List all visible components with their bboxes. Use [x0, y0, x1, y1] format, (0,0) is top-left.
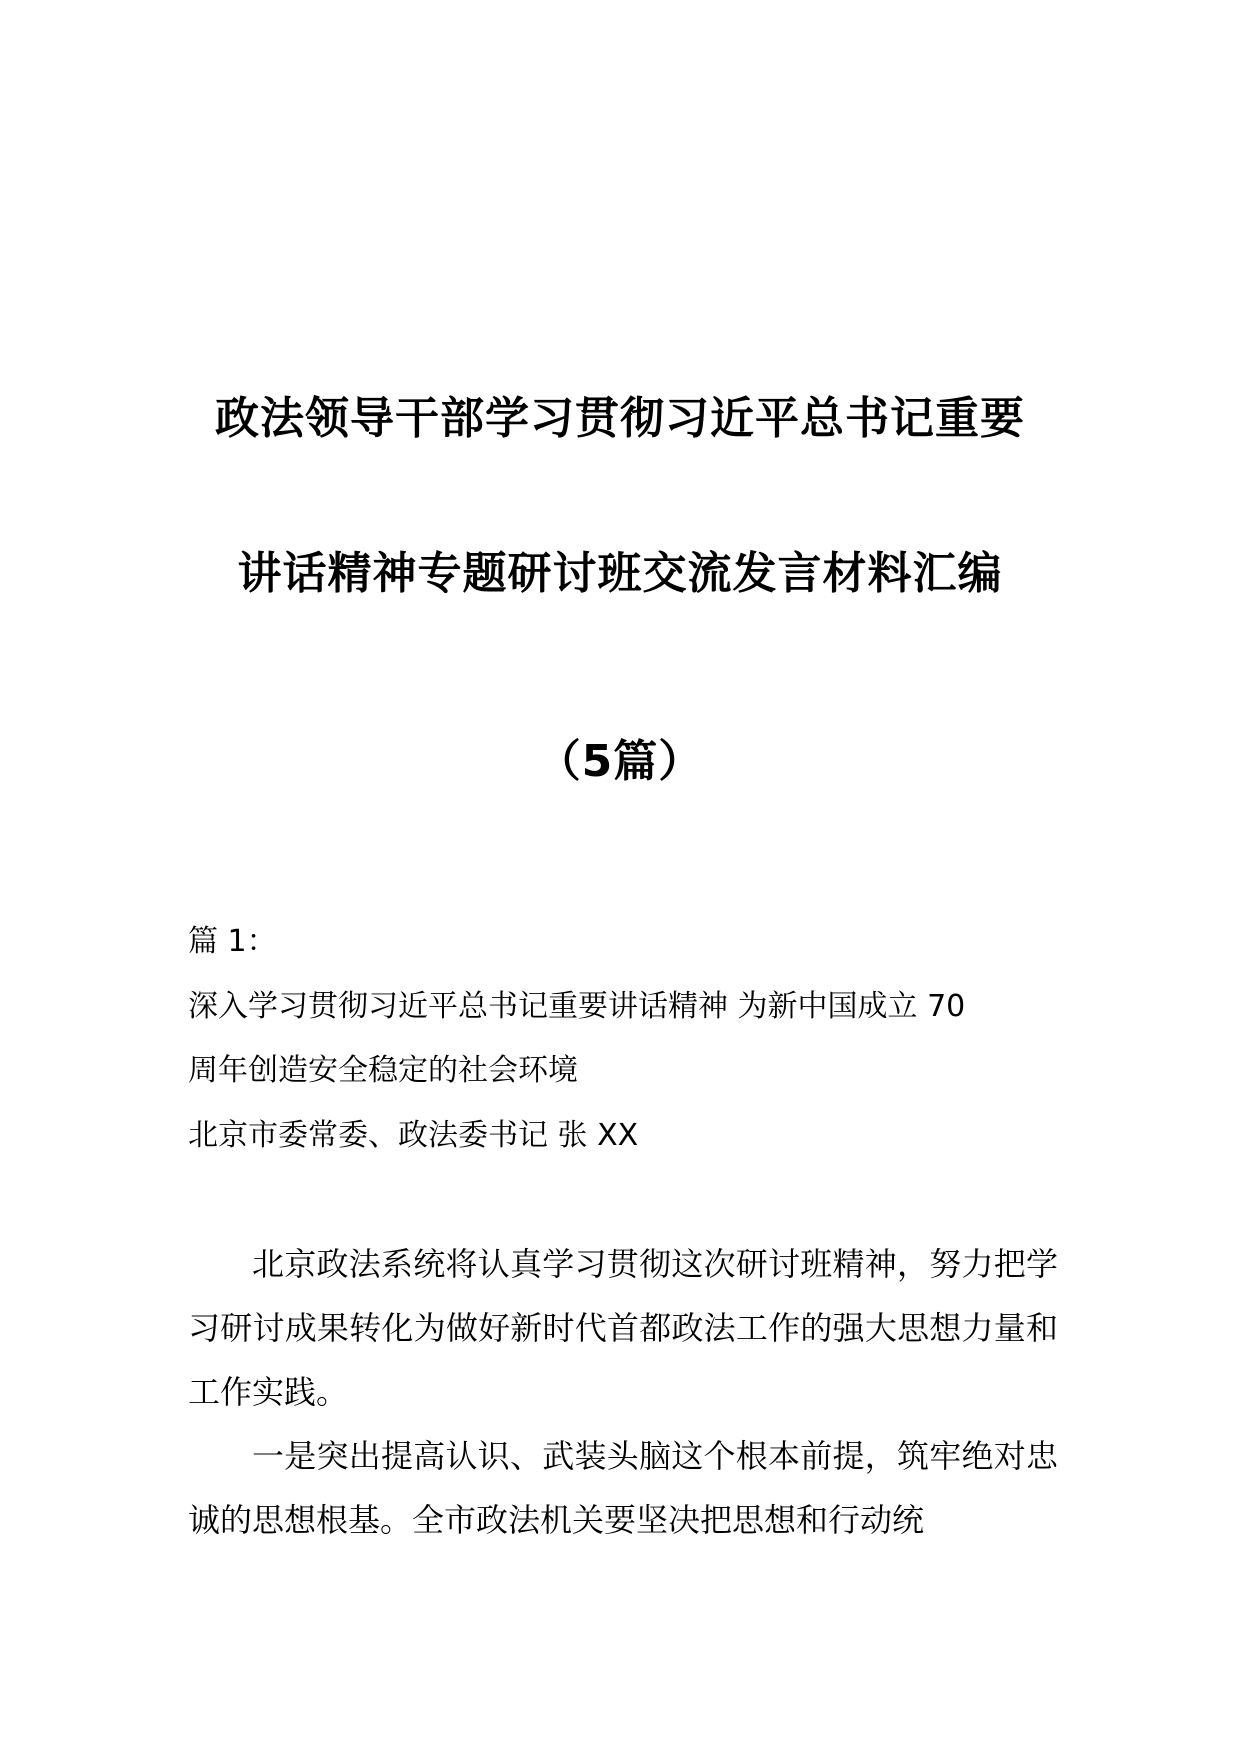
body-paragraph-2: 一是突出提高认识、武装头脑这个根本前提，筑牢绝对忠诚的思想根基。全市政法机关要坚决把思想和行动统 [188, 1437, 1058, 1539]
section-label: 篇 1： [188, 924, 277, 959]
article-title-line-2: 周年创造安全稳定的社会环境 [188, 1053, 578, 1088]
article-author: 北京市委常委、政法委书记 张 XX [188, 1118, 639, 1153]
document-title-count: （5篇） [536, 736, 704, 787]
document-title-line-1: 政法领导干部学习贯彻习近平总书记重要 [215, 393, 1025, 444]
body-paragraph-1: 北京政法系统将认真学习贯彻这次研讨班精神，努力把学习研讨成果转化为做好新时代首都政法工作的强大思想力量和工作实践。 [188, 1245, 1058, 1411]
document-title-line-2: 讲话精神专题研讨班交流发言材料汇编 [237, 548, 1003, 599]
article-title-line-1: 深入学习贯彻习近平总书记重要讲话精神 为新中国成立 70 [188, 989, 966, 1024]
